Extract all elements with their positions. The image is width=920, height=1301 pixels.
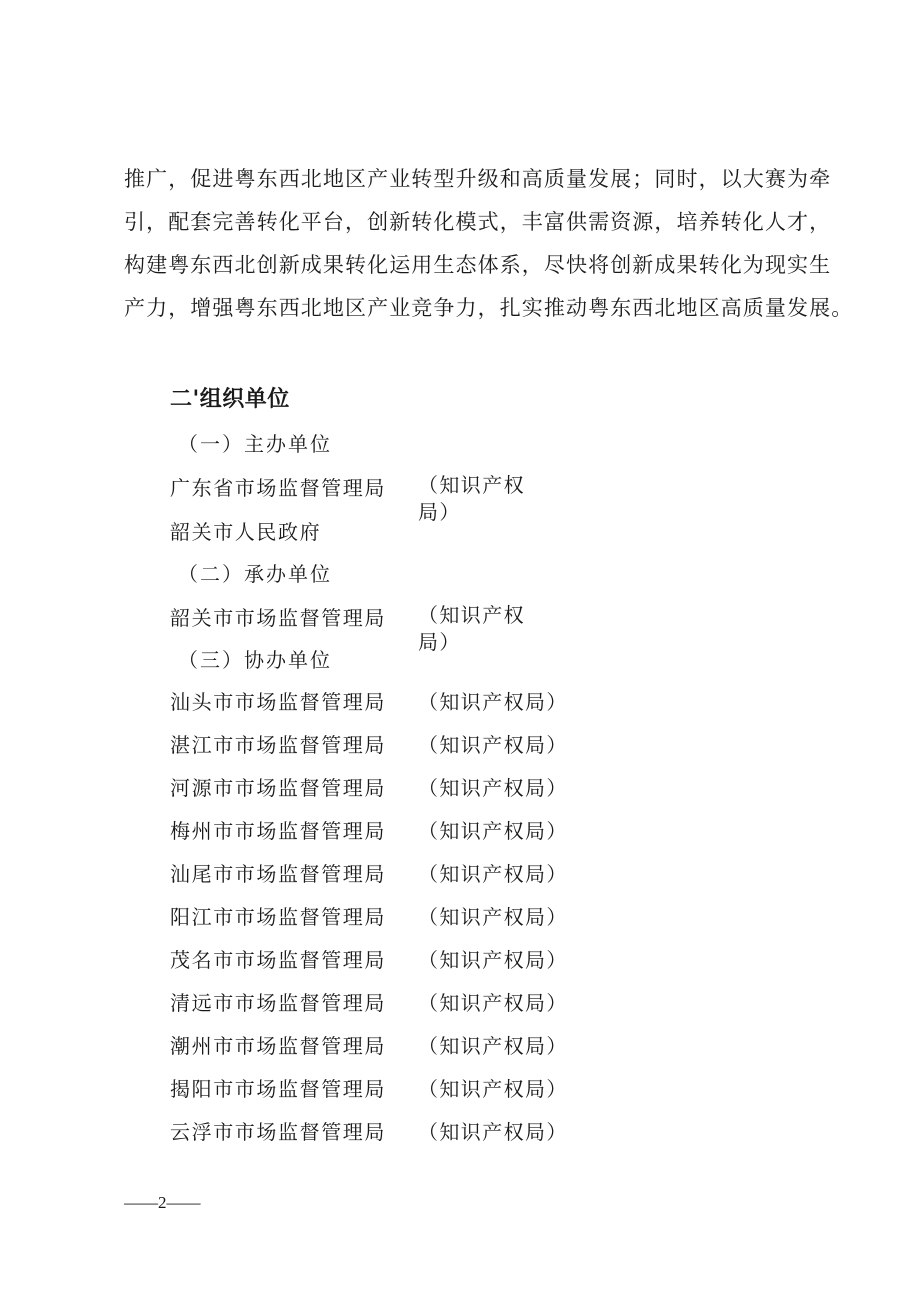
co-organizer-name: 潮州市市场监督管理局: [170, 1034, 386, 1058]
co-organizer-name: 云浮市市场监督管理局: [170, 1120, 386, 1144]
co-organizer-suffix: （知识产权局）: [418, 948, 568, 972]
co-organizer-suffix: （知识产权局）: [418, 1077, 568, 1101]
organizer-org-name: 韶关市市场监督管理局: [170, 606, 386, 630]
co-organizer-suffix: （知识产权局）: [418, 690, 568, 714]
host-org-name: 韶关市人民政府: [170, 520, 322, 544]
co-organizer-name: 清远市市场监督管理局: [170, 991, 386, 1015]
co-organizer-suffix: （知识产权局）: [418, 1120, 568, 1144]
organizer-org-suffix: （知识产权局）: [418, 603, 525, 654]
co-organizer-name: 梅州市市场监督管理局: [170, 819, 386, 843]
page-number: ——2——: [124, 1193, 201, 1212]
paragraph-line: 产力，增强粤东西北地区产业竞争力，扎实推动粤东西北地区高质量发展。: [124, 296, 854, 320]
co-organizer-suffix: （知识产权局）: [418, 733, 568, 757]
co-organizer-suffix: （知识产权局）: [418, 991, 568, 1015]
co-organizer-name: 揭阳市市场监督管理局: [170, 1077, 386, 1101]
co-organizer-name: 阳江市市场监督管理局: [170, 905, 386, 929]
co-organizer-suffix: （知识产权局）: [418, 819, 568, 843]
co-organizer-suffix: （知识产权局）: [418, 905, 568, 929]
co-organizer-suffix: （知识产权局）: [418, 776, 568, 800]
host-org-suffix: （知识产权局）: [418, 473, 525, 524]
co-organizer-name: 湛江市市场监督管理局: [170, 733, 386, 757]
paragraph-line: 引，配套完善转化平台，创新转化模式，丰富供需资源，培养转化人才，: [124, 210, 832, 234]
co-organizer-suffix: （知识产权局）: [418, 1034, 568, 1058]
co-organizer-suffix: （知识产权局）: [418, 862, 568, 886]
co-organizer-name: 汕头市市场监督管理局: [170, 690, 386, 714]
section-heading: 二'组织单位: [170, 387, 290, 412]
host-heading: （一）主办单位: [178, 432, 332, 456]
host-org-name: 广东省市场监督管理局: [170, 476, 386, 500]
organizer-heading: （二）承办单位: [178, 562, 332, 586]
co-organizer-heading: （三）协办单位: [178, 648, 332, 672]
co-organizer-name: 汕尾市市场监督管理局: [170, 862, 386, 886]
paragraph-line: 推广，促进粤东西北地区产业转型升级和高质量发展；同时，以大赛为牵: [124, 167, 832, 191]
paragraph-line: 构建粤东西北创新成果转化运用生态体系，尽快将创新成果转化为现实生: [124, 253, 832, 277]
co-organizer-name: 茂名市市场监督管理局: [170, 948, 386, 972]
co-organizer-name: 河源市市场监督管理局: [170, 776, 386, 800]
